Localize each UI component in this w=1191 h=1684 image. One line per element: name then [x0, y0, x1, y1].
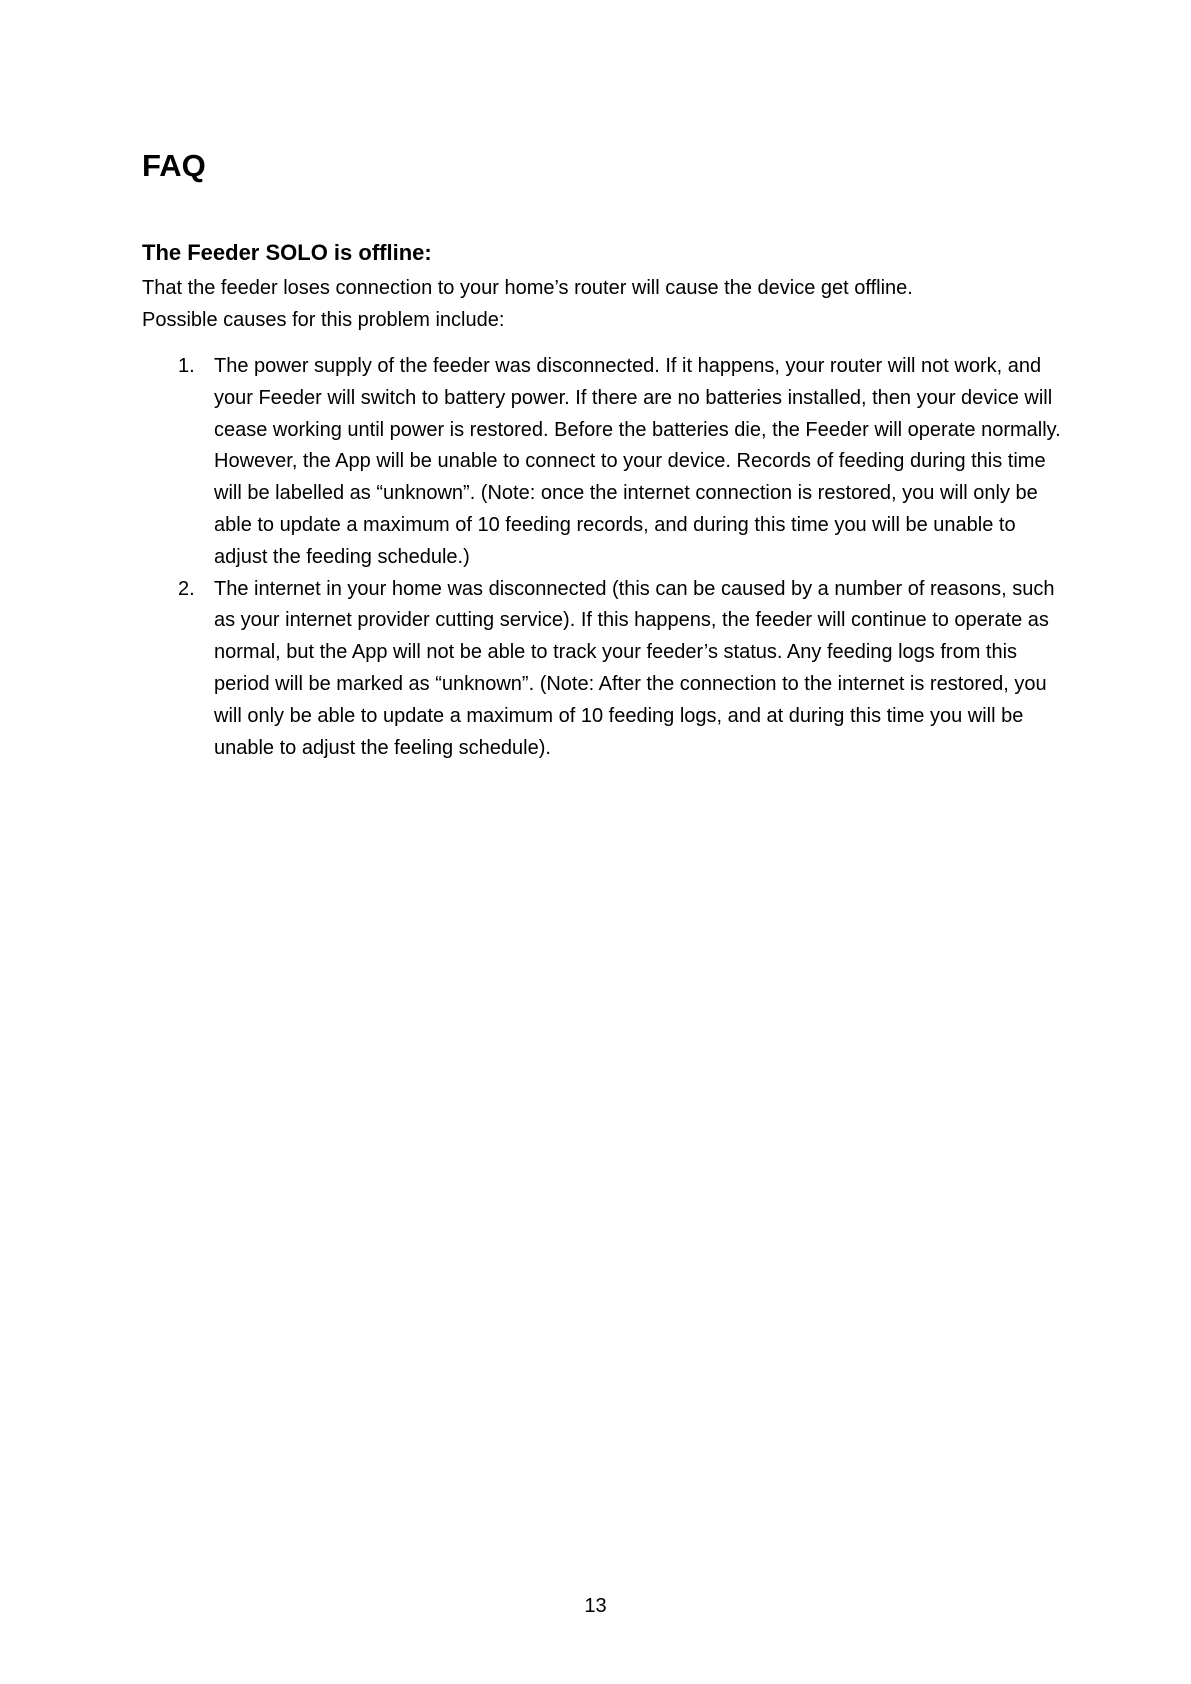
section-heading: The Feeder SOLO is offline: [142, 240, 432, 265]
intro-line-2: Possible causes for this problem include: [142, 309, 505, 331]
causes-list [178, 351, 1062, 764]
list-item [178, 574, 1062, 765]
list-item-number: 2. [178, 577, 195, 600]
list-item [178, 351, 1062, 574]
list-item-text: The power supply of the feeder was disconnected. If it happens, your router will not work, and your Feeder will switch to battery power. If there are no batteries installed, then your device will cease working until power is restored. Before the batteries die, the Feeder will operate normally. However, the App will be unable to connect to your device. Records of feeding during this time will be labelled as “unknown”. (Note: once the internet connection is restored, you will only be able to update a maximum of 10 feeding records, and during this time you will be unable to adjust the feeding schedule.) [214, 355, 1061, 568]
page-number: 13 [584, 1595, 607, 1617]
intro-line-1: That the feeder loses connection to your home’s router will cause the device get offline. [142, 277, 913, 299]
section-intro [142, 272, 1062, 336]
list-item-number: 1. [178, 355, 195, 377]
list-item-text: The internet in your home was disconnected (this can be caused by a number of reasons, such as your internet provider cutting service). If this happens, the feeder will continue to operate as normal, but the App will not be able to track your feeder’s status. Any feeding logs from this period will be marked as “unknown”. (Note: After the connection to the internet is restored, you will only be able to update a maximum of 10 feeding logs, and at during this time you will be unable to adjust the feeling schedule). [214, 577, 1055, 759]
page-title: FAQ [142, 148, 206, 183]
